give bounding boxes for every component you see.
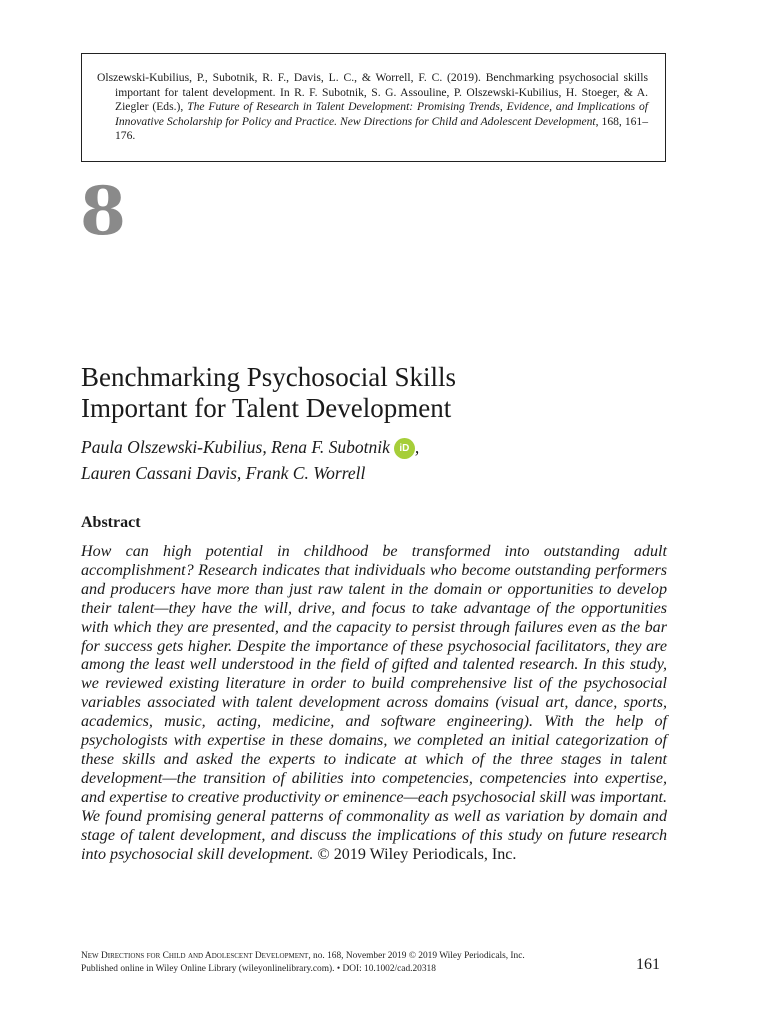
orcid-icon[interactable]: iD — [394, 438, 415, 459]
citation-text — [97, 71, 648, 144]
title-line-2: Important for Talent Development — [81, 393, 452, 423]
citation-box — [81, 53, 666, 162]
footer-journal-name: New Directions for Child and Adolescent Development — [81, 951, 309, 961]
paper-title — [81, 362, 701, 424]
page-number: 161 — [636, 956, 660, 973]
abstract-heading: Abstract — [81, 514, 141, 531]
footer-publication-info: Published online in Wiley Online Library (wileyonlinelibrary.com). • DOI: 10.1002/cad.20318 — [81, 963, 436, 974]
abstract-text: How can high potential in childhood be transformed into outstanding adult accomplishment? Research indicates that individuals who become outstanding performers and producers have more than just raw talent in the domain or opportunities to develop their talent—they have the will, drive, and focus to take advantage of the opportunities with which they are presented, and the capacity to persist through failures even as the bar for success gets higher. Despite the importance of these psychosocial facilitators, they are among the least well understood in the field of gifted and talented research. In this study, we reviewed existing literature in order to build comprehensive list of the psychosocial variables associated with talent development across domains (visual art, dance, sports, academics, music, acting, medicine, and software engineering). With the help of psychologists with expertise in these domains, we completed an initial categorization of these skills and asked the experts to indicate at which of the three stages in talent development—the transition of abilities into competencies, competencies into expertise, and expertise to creative productivity or eminence—each psychosocial skill was important. We found promising general patterns of commonality as well as variation by domain and stage of talent development, and discuss the implications of this study on future research into psychosocial skill development. — [81, 543, 667, 863]
authors-line-2: Lauren Cassani Davis, Frank C. Worrell — [81, 463, 366, 483]
footer-issue-info: , no. 168, November 2019 © 2019 Wiley Periodicals, Inc. — [308, 951, 525, 961]
title-line-1: Benchmarking Psychosocial Skills — [81, 362, 456, 392]
citation-tail: , 168, 161–176. — [115, 114, 649, 143]
authors-line-1: Paula Olszewski-Kubilius, Rena F. Subotnik — [81, 437, 390, 457]
abstract-body — [81, 543, 667, 864]
citation-book-title: The Future of Research in Talent Development: Promising Trends, Evidence, and Implications of Innovative Scholarship for Policy and Practice. New Directions for Child and Adolescent Development — [115, 100, 649, 128]
abstract-copyright: © 2019 Wiley Periodicals, Inc. — [313, 845, 517, 863]
authors-line-1-suffix: , — [414, 437, 420, 457]
page-footer — [81, 950, 611, 975]
author-list — [81, 434, 701, 486]
chapter-number: 8 — [80, 172, 126, 250]
citation-plain: Olszewski-Kubilius, P., Subotnik, R. F., Davis, L. C., & Worrell, F. C. (2019). Benchmarking psychosocial skills important for talent development. In R. F. Subotnik, S. G. Assouline, P. Olszewski-Kubilius, H. Stoeger, & A. Ziegler (Eds.), — [97, 71, 648, 114]
